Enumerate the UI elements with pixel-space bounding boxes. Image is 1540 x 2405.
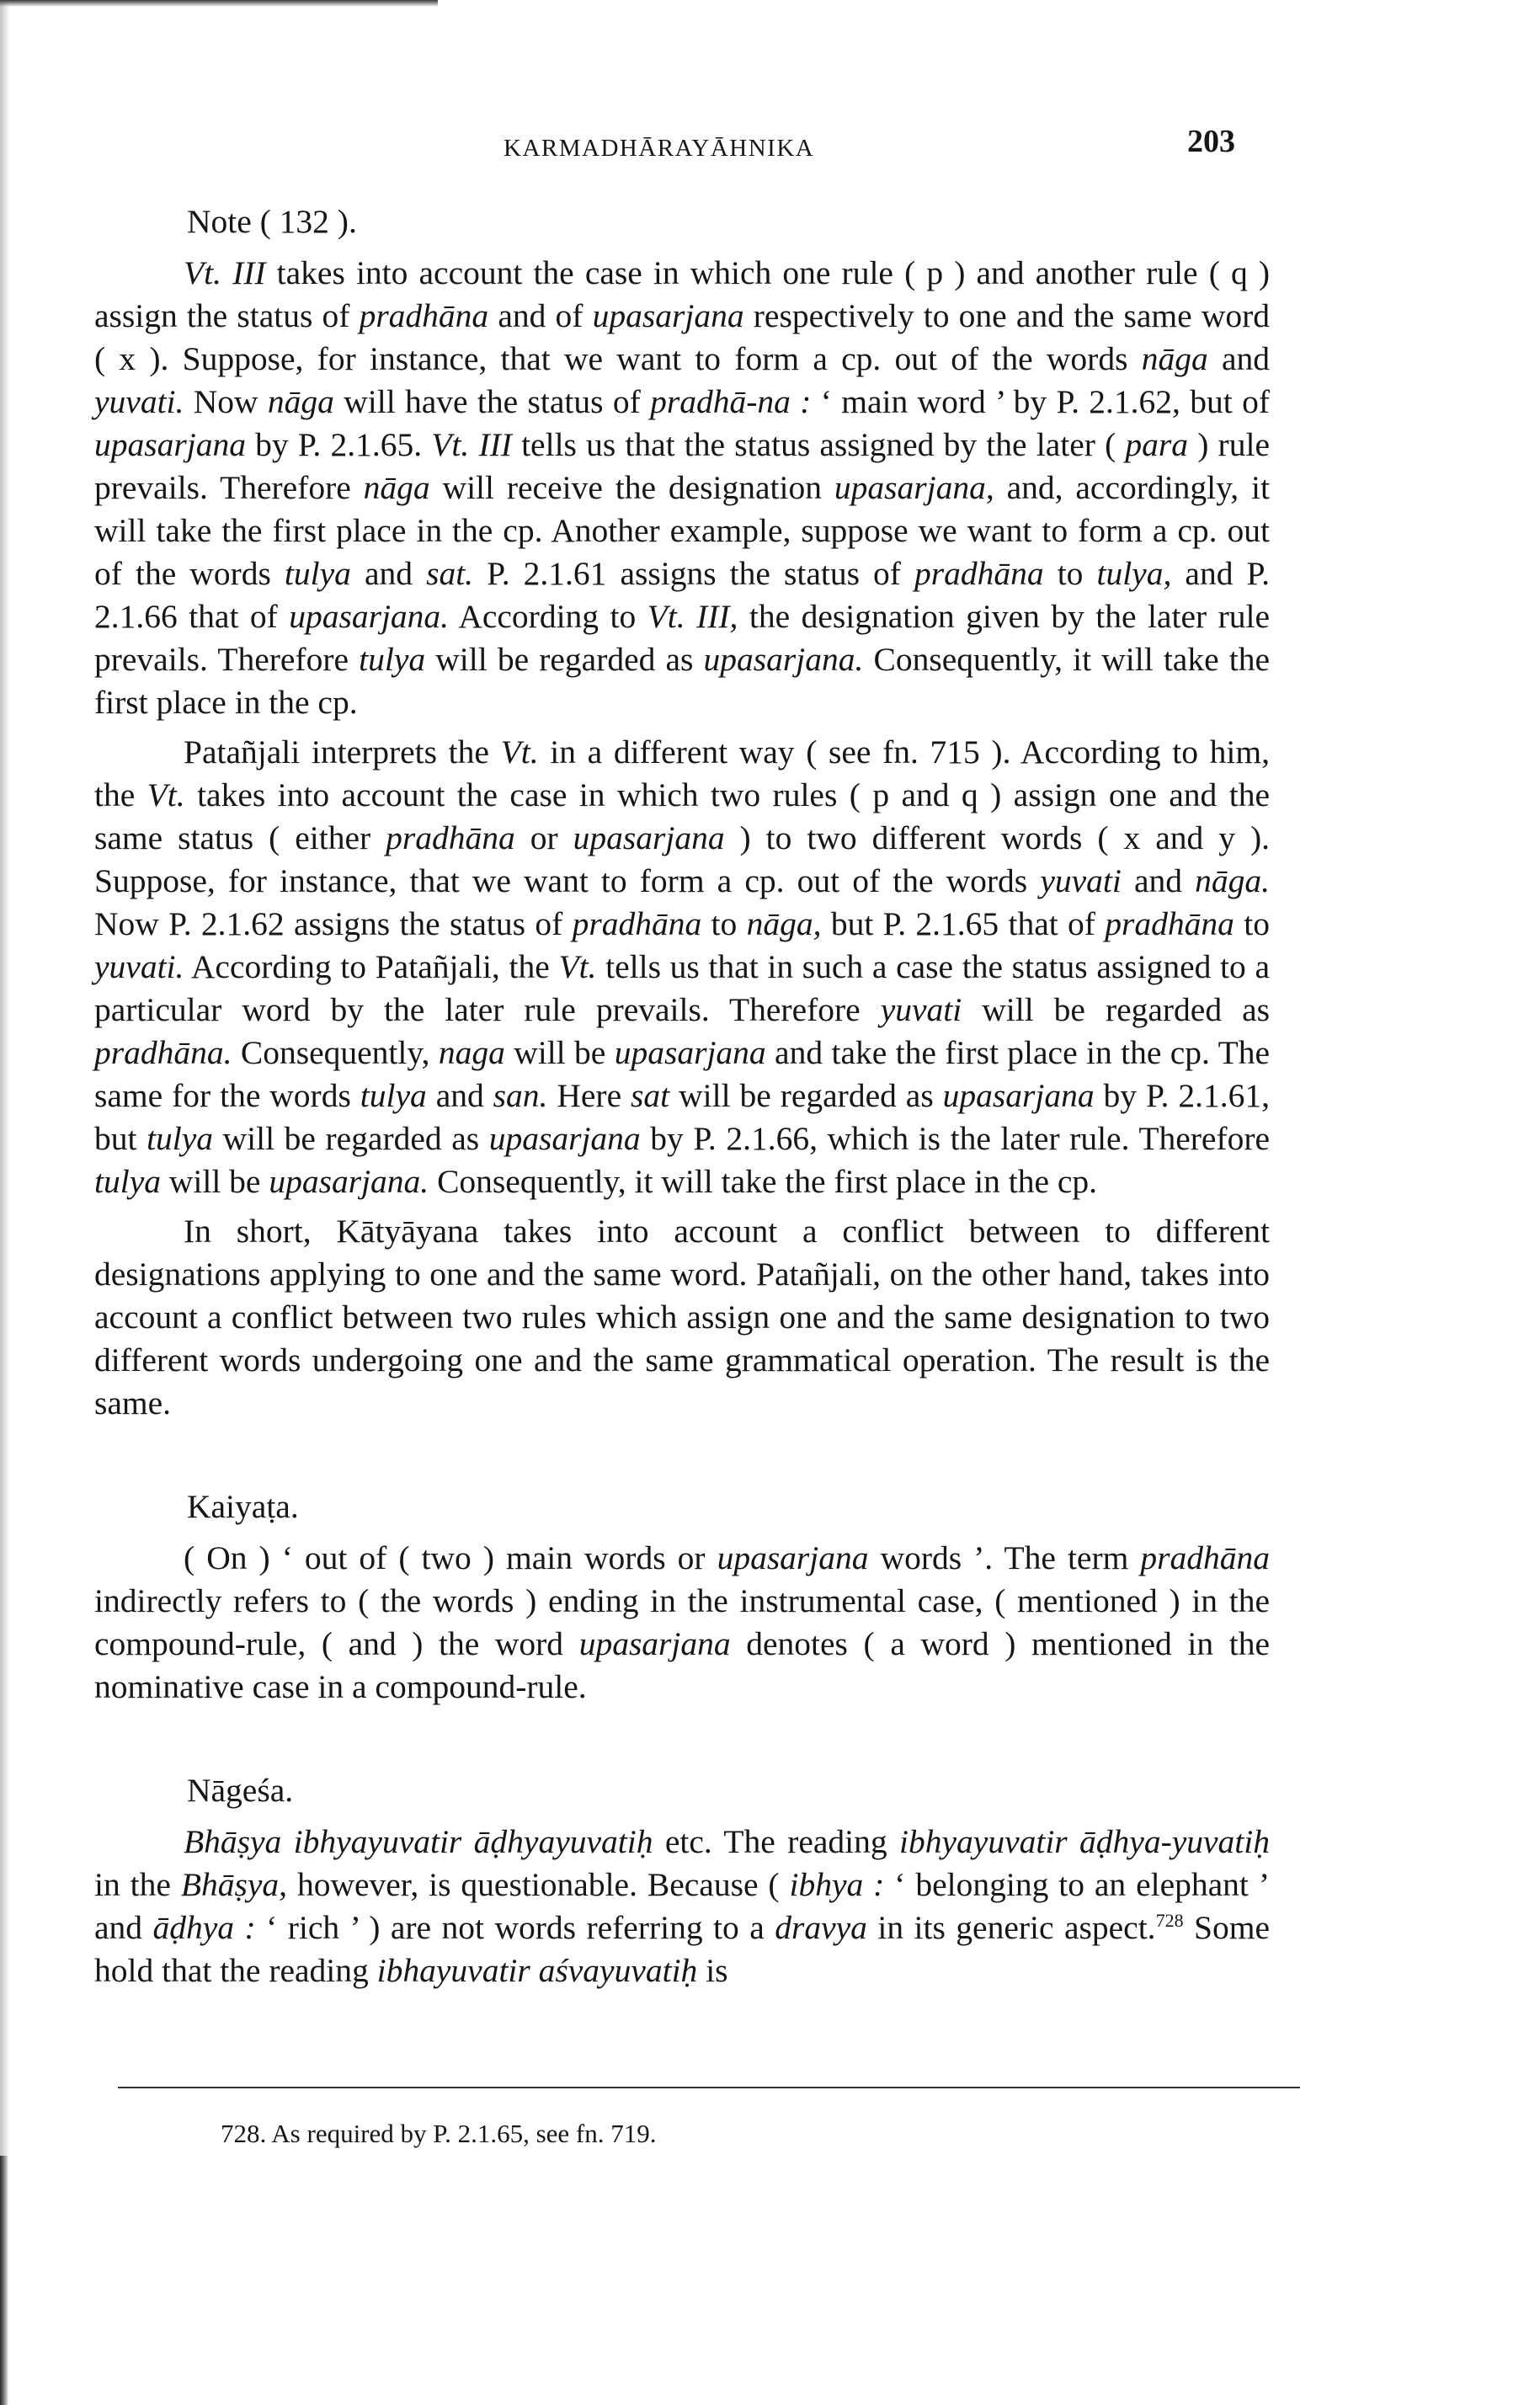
text-span: will be regarded as bbox=[962, 991, 1270, 1028]
nagesa-label: Nāgeśa. bbox=[187, 1772, 294, 1809]
text-span: upasarjana bbox=[488, 1120, 641, 1157]
text-span: Now bbox=[184, 383, 268, 420]
text-span: denotes ( a word ) mentioned in the nominative case in a compound-rule. bbox=[94, 1625, 1270, 1705]
text-span: is bbox=[697, 1952, 728, 1989]
kaiyata-section bbox=[94, 1485, 1270, 1709]
text-span: dravya bbox=[775, 1909, 867, 1946]
text-span: takes into account the case in which one rule ( p ) and another rule ( q ) assign the status of bbox=[94, 254, 1270, 334]
text-span: tulya, bbox=[1096, 555, 1172, 592]
text-span: upasarjana bbox=[573, 819, 725, 856]
text-span: in a different way ( see fn. 715 ). According to him, the bbox=[94, 733, 1271, 813]
text-span: Bhāṣya ibhyayuvatir āḍhyayuvatiḥ bbox=[184, 1823, 653, 1860]
text-span: ) rule prevails. Therefore bbox=[94, 426, 1270, 506]
text-span: yuvati. bbox=[94, 383, 184, 420]
text-span: naga bbox=[438, 1034, 505, 1071]
text-span: the designation given by the later rule prevails. Therefore bbox=[94, 598, 1270, 678]
nagesa-section bbox=[94, 1769, 1270, 1992]
text-span: however, is questionable. Because ( bbox=[287, 1866, 790, 1903]
text-span: Vt. III bbox=[184, 254, 266, 291]
kaiyata-label: Kaiyaṭa. bbox=[187, 1488, 299, 1525]
text-span: yuvati bbox=[1040, 862, 1122, 899]
text-span: upasarjana bbox=[717, 1539, 869, 1576]
text-span: will be bbox=[504, 1034, 615, 1071]
text-span: Consequently, bbox=[232, 1034, 439, 1071]
text-span: According to bbox=[449, 598, 647, 635]
text-span: āḍhya : bbox=[152, 1909, 256, 1946]
text-span: yuvati. bbox=[94, 948, 184, 985]
text-span: Vt. III, bbox=[647, 598, 738, 635]
text-span: Vt. bbox=[147, 776, 185, 813]
text-span: and bbox=[1207, 340, 1270, 377]
text-span: upasarjana. bbox=[289, 598, 450, 635]
text-span: P. 2.1.61 assigns the status of bbox=[473, 555, 914, 592]
text-span: or bbox=[514, 819, 573, 856]
text-span: upasarjana bbox=[614, 1034, 766, 1071]
text-span: pradhāna bbox=[359, 297, 489, 334]
text-span: Here bbox=[547, 1077, 631, 1114]
text-span: by P. 2.1.66, which is the later rule. Therefore bbox=[640, 1120, 1271, 1157]
text-span: will be bbox=[160, 1163, 269, 1200]
text-span: tells us that the status assigned by the later ( bbox=[511, 426, 1126, 463]
text-span: pradhāna bbox=[572, 905, 702, 942]
text-span: sat. bbox=[426, 555, 474, 592]
text-span: ‘ rich ’ ) are not words referring to a bbox=[255, 1909, 775, 1946]
text-span: Vt. III bbox=[431, 426, 512, 463]
text-span: yuvati bbox=[880, 991, 962, 1028]
text-span: upasarjana bbox=[578, 1625, 731, 1662]
text-span: and P. 2.1.66 that of bbox=[94, 555, 1270, 635]
text-span: ibhayuvatir aśvayuvatiḥ bbox=[376, 1952, 698, 1989]
kaiyata-paragraph bbox=[94, 1537, 1270, 1709]
text-span: ibhya : bbox=[789, 1866, 885, 1903]
text-span: and bbox=[1121, 862, 1196, 899]
text-span: and take the first place in the cp. The same for the words bbox=[94, 1034, 1270, 1114]
text-span: tulya bbox=[360, 1077, 427, 1114]
note-section bbox=[94, 200, 1270, 1425]
text-span: ‘ belonging to an elephant ’ and bbox=[94, 1866, 1270, 1946]
running-head: KARMADHĀRAYĀHNIKA bbox=[504, 135, 815, 162]
text-span: upasarjana. bbox=[703, 641, 864, 678]
text-span: by P. 2.1.61, but bbox=[94, 1077, 1270, 1157]
text-span: ) to two different words ( x and y ). Suppose, for instance, that we want to form a cp. out of the words bbox=[94, 819, 1270, 899]
nagesa-paragraph bbox=[94, 1821, 1270, 1992]
text-span: and bbox=[350, 555, 427, 592]
text-span: to bbox=[701, 905, 747, 942]
note-label: Note ( 132 ). bbox=[187, 203, 357, 240]
text-span: pradhāna bbox=[1140, 1539, 1271, 1576]
text-span: upasarjana bbox=[94, 426, 246, 463]
footnote-divider bbox=[118, 2087, 1300, 2088]
text-span: and of bbox=[488, 297, 593, 334]
text-span: nāga bbox=[267, 383, 334, 420]
text-span: According to Patañjali, the bbox=[184, 948, 559, 985]
text-span: pradhāna. bbox=[94, 1034, 232, 1071]
text-span: pradhāna bbox=[386, 819, 515, 856]
page-edge-shadow-top bbox=[0, 0, 438, 7]
text-span: nāga. bbox=[1195, 862, 1270, 899]
text-span: ( On ) ‘ out of ( two ) main words or bbox=[184, 1539, 717, 1576]
text-span: Patañjali interprets the bbox=[184, 733, 501, 771]
text-span: Vt. bbox=[500, 733, 539, 771]
note-paragraph-2 bbox=[94, 731, 1270, 1203]
text-span: Bhāṣya, bbox=[180, 1866, 288, 1903]
note-paragraph-1 bbox=[94, 252, 1270, 724]
text-span: san. bbox=[493, 1077, 548, 1114]
text-span: will be regarded as bbox=[425, 641, 704, 678]
note-paragraph-3: In short, Kātyāyana takes into account a conflict between to different designations applying to one and the same word. Patañjali, on the other hand, takes into account a conflict between two rules which assign one and the same designation to two different words undergoing one and the same grammatical operation. The result is the same. bbox=[94, 1213, 1270, 1421]
text-span: and, accordingly, it will take the first place in the cp. Another example, suppose we want to form a cp. out of the words bbox=[94, 469, 1270, 592]
text-span: upasarjana bbox=[942, 1077, 1095, 1114]
text-span: ‘ main word ’ by P. 2.1.62, but of bbox=[811, 383, 1270, 420]
text-span: to bbox=[1234, 905, 1270, 942]
page-edge-shadow-left bbox=[0, 0, 10, 2405]
text-span: upasarjana, bbox=[834, 469, 994, 506]
text-span: tulya bbox=[94, 1163, 161, 1200]
text-span: nāga bbox=[363, 469, 430, 506]
text-span: nāga bbox=[1141, 340, 1208, 377]
text-span: pradhāna bbox=[1105, 905, 1234, 942]
text-span: etc. The reading bbox=[653, 1823, 900, 1860]
text-span: takes into account the case in which two rules ( p and q ) assign one and the same status ( either bbox=[94, 776, 1270, 856]
text-span: and bbox=[426, 1077, 493, 1114]
text-span: Consequently, it will take the first place in the cp. bbox=[94, 641, 1270, 721]
text-span: ibhyayuvatir āḍhya-yuvatiḥ bbox=[899, 1823, 1270, 1860]
main-text bbox=[94, 200, 1270, 1999]
text-span: upasarjana. bbox=[269, 1163, 429, 1200]
text-span: will be regarded as bbox=[213, 1120, 489, 1157]
text-span: respectively to one and the same word ( x ). Suppose, for instance, that we want to form a cp. out of the words bbox=[94, 297, 1271, 377]
text-span: sat bbox=[631, 1077, 670, 1114]
text-span: indirectly refers to ( the words ) ending in the instrumental case, ( mentioned ) in the compound-rule, ( and ) the word bbox=[94, 1582, 1270, 1662]
text-span: tulya bbox=[147, 1120, 214, 1157]
footnote-reference: 728 bbox=[1155, 1909, 1184, 1931]
text-span: in its generic aspect. bbox=[866, 1909, 1156, 1946]
text-span: by P. 2.1.65. bbox=[245, 426, 432, 463]
text-span: tulya bbox=[359, 641, 426, 678]
text-span: pradhāna bbox=[914, 555, 1044, 592]
text-span: will have the status of bbox=[333, 383, 651, 420]
text-span: Vt. bbox=[558, 948, 597, 985]
text-span: tells us that in such a case the status assigned to a particular word by the later rule prevails. Therefore bbox=[94, 948, 1270, 1028]
text-span: will receive the designation bbox=[429, 469, 834, 506]
text-span: Consequently, it will take the first place in the cp. bbox=[429, 1163, 1098, 1200]
text-span: pradhā-na : bbox=[650, 383, 812, 420]
text-span: to bbox=[1043, 555, 1097, 592]
text-span: nāga, bbox=[746, 905, 822, 942]
text-span: Some hold that the reading bbox=[94, 1909, 1270, 1989]
text-span: para bbox=[1125, 426, 1189, 463]
text-span: in the bbox=[94, 1866, 181, 1903]
text-span: but P. 2.1.65 that of bbox=[821, 905, 1106, 942]
text-span: Now P. 2.1.62 assigns the status of bbox=[94, 905, 573, 942]
text-span: tulya bbox=[284, 555, 351, 592]
footnote-728: 728. As required by P. 2.1.65, see fn. 719. bbox=[221, 2119, 657, 2148]
page-number: 203 bbox=[1187, 124, 1235, 159]
page-edge-shadow-left-bottom bbox=[0, 2156, 8, 2405]
text-span: words ’. The term bbox=[868, 1539, 1141, 1576]
text-span: upasarjana bbox=[592, 297, 744, 334]
text-span: will be regarded as bbox=[669, 1077, 943, 1114]
